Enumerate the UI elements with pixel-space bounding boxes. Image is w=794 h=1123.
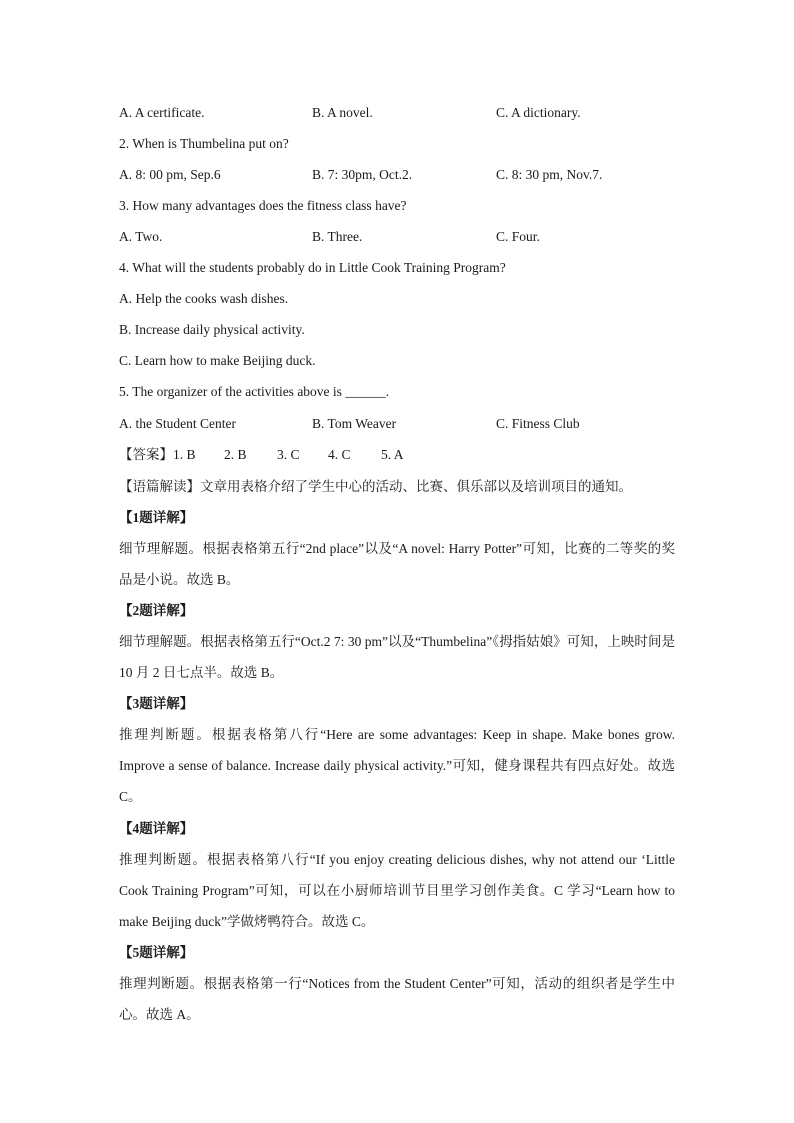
q1-option-a: A. A certificate. bbox=[119, 105, 205, 120]
detail-1-heading: 【1题详解】 bbox=[119, 510, 194, 525]
answer-4: 4. C bbox=[328, 447, 351, 462]
q3-stem: 3. How many advantages does the fitness class have? bbox=[119, 198, 407, 213]
q3-option-b: B. Three. bbox=[312, 229, 363, 244]
detail-3-text: 推理判断题。根据表格第八行“Here are some advantages: Keep in shape. Make bones grow. Improve a sense of balance. Increase daily physical activity.”可知，健身课程共有四点好处。故选 C。 bbox=[119, 727, 675, 804]
q4-option-c: C. Learn how to make Beijing duck. bbox=[119, 353, 316, 368]
answer-3: 3. C bbox=[277, 447, 300, 462]
q2-option-c: C. 8: 30 pm, Nov.7. bbox=[496, 167, 603, 182]
q5-stem: 5. The organizer of the activities above is ______. bbox=[119, 384, 390, 399]
answer-2: 2. B bbox=[224, 447, 247, 462]
q1-option-b: B. A novel. bbox=[312, 105, 373, 120]
detail-3-heading: 【3题详解】 bbox=[119, 696, 194, 711]
summary-label: 【语篇解读】 bbox=[119, 479, 200, 494]
q2-option-a: A. 8: 00 pm, Sep.6 bbox=[119, 167, 221, 182]
answer-key bbox=[119, 446, 404, 464]
detail-1-text: 细节理解题。根据表格第五行“2nd place”以及“A novel: Harry Potter”可知，比赛的二等奖的奖品是小说。故选 B。 bbox=[119, 541, 675, 587]
q4-stem: 4. What will the students probably do in Little Cook Training Program? bbox=[119, 260, 506, 275]
q1-option-c: C. A dictionary. bbox=[496, 105, 581, 120]
discourse-summary bbox=[119, 478, 632, 496]
q4-option-b: B. Increase daily physical activity. bbox=[119, 322, 305, 337]
detail-5-heading: 【5题详解】 bbox=[119, 945, 194, 960]
answer-1: 1. B bbox=[173, 447, 196, 462]
q3-option-a: A. Two. bbox=[119, 229, 163, 244]
detail-5-text: 推理判断题。根据表格第一行“Notices from the Student Center”可知，活动的组织者是学生中心。故选 A。 bbox=[119, 976, 675, 1022]
q3-option-c: C. Four. bbox=[496, 229, 540, 244]
detail-4-text: 推理判断题。根据表格第八行“If you enjoy creating delicious dishes, why not attend our ‘Little Cook Training Program”可知，可以在小厨师培训节目里学习创作美食。C 学习“Learn how to make Beijing duck”学做烤鸭符合。故选 C。 bbox=[119, 852, 675, 929]
answer-label: 【答案】 bbox=[119, 447, 173, 462]
q2-option-b: B. 7: 30pm, Oct.2. bbox=[312, 167, 413, 182]
q5-option-a: A. the Student Center bbox=[119, 416, 236, 431]
detail-2-text: 细节理解题。根据表格第五行“Oct.2 7: 30 pm”以及“Thumbelina”《拇指姑娘》可知，上映时间是 10 月 2 日七点半。故选 B。 bbox=[119, 634, 675, 680]
summary-text: 文章用表格介绍了学生中心的活动、比赛、俱乐部以及培训项目的通知。 bbox=[200, 479, 632, 494]
detail-2-heading: 【2题详解】 bbox=[119, 603, 194, 618]
q5-option-c: C. Fitness Club bbox=[496, 416, 580, 431]
q5-option-b: B. Tom Weaver bbox=[312, 416, 397, 431]
q2-stem: 2. When is Thumbelina put on? bbox=[119, 136, 289, 151]
answer-5: 5. A bbox=[381, 447, 404, 462]
detail-4-heading: 【4题详解】 bbox=[119, 821, 194, 836]
q4-option-a: A. Help the cooks wash dishes. bbox=[119, 291, 289, 306]
